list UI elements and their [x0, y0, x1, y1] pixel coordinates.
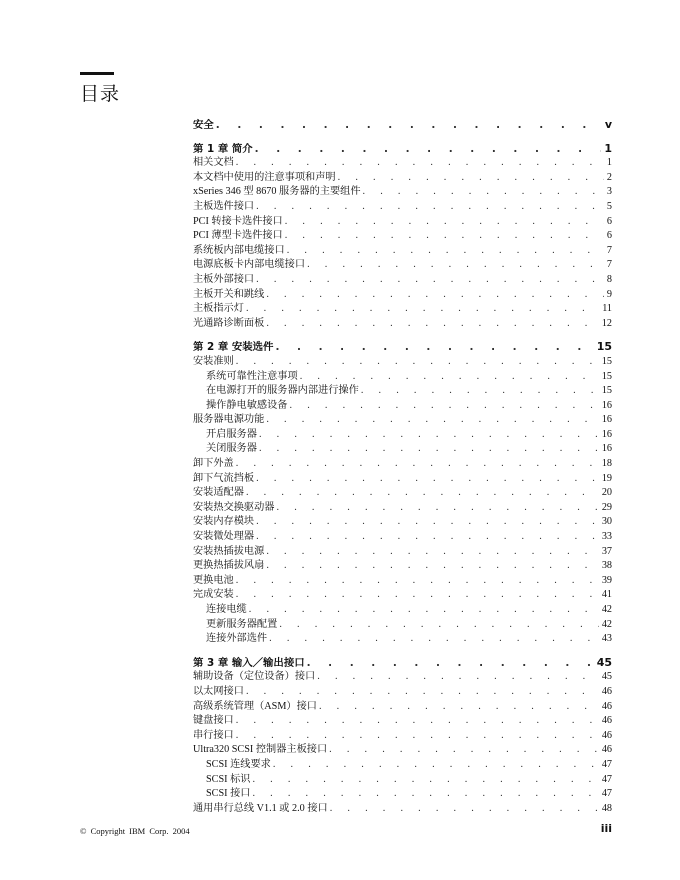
- toc-entry-page: 7: [606, 244, 612, 256]
- dot-leader: [275, 340, 593, 355]
- toc-entry-label: 在电源打开的服务器内部进行操作: [206, 385, 359, 397]
- toc-entry-label: 卸下气流挡板: [193, 472, 255, 484]
- toc-entry[interactable]: [193, 399, 612, 414]
- toc-entry[interactable]: [193, 486, 612, 501]
- toc-entry-label: 操作静电敏感设备: [206, 399, 288, 411]
- toc-entry-page: 15: [601, 385, 612, 397]
- toc-entry[interactable]: [193, 215, 612, 230]
- toc-entry-page: 12: [601, 317, 612, 329]
- toc-entry-page: 20: [601, 487, 612, 499]
- toc-entry-label: PCI 转接卡选件接口: [193, 215, 283, 227]
- toc-entry-label: 以太网接口: [193, 685, 244, 697]
- toc-entry-page: 46: [601, 729, 612, 741]
- toc-entry-label: SCSI 接口: [206, 788, 251, 800]
- toc-group: [193, 142, 612, 332]
- toc-entry-page: 6: [606, 230, 612, 242]
- dot-leader: [317, 670, 599, 685]
- toc-entry[interactable]: [193, 515, 612, 530]
- toc-entry-label: 安装热插拔电源: [193, 545, 265, 557]
- toc-entry[interactable]: [193, 618, 612, 633]
- toc-entry-label: 服务器电源功能: [193, 414, 265, 426]
- dot-leader: [266, 317, 599, 332]
- toc-entry[interactable]: [193, 588, 612, 603]
- toc-entry[interactable]: [193, 530, 612, 545]
- toc-entry-page: 46: [601, 715, 612, 727]
- dot-leader: [307, 258, 604, 273]
- toc-entry[interactable]: [193, 787, 612, 802]
- toc-entry-label: 第 1 章 简介: [193, 142, 253, 155]
- toc-entry-label: 辅助设备（定位设备）接口: [193, 671, 316, 683]
- dot-leader: [256, 273, 604, 288]
- toc-entry-label: 主板指示灯: [193, 303, 244, 315]
- toc-entry-page: 15: [596, 340, 612, 354]
- dot-leader: [236, 588, 599, 603]
- toc-entry-label: 连接电缆: [206, 604, 247, 615]
- dot-leader: [363, 185, 604, 200]
- toc-entry[interactable]: [193, 670, 612, 685]
- toc-entry[interactable]: [193, 501, 612, 516]
- toc-chapter-entry[interactable]: [193, 340, 612, 355]
- title-rule: [80, 72, 114, 75]
- toc-entry-label: 第 3 章 输入／输出接口: [193, 656, 305, 669]
- dot-leader: [319, 700, 599, 715]
- toc-entry[interactable]: [193, 545, 612, 560]
- toc-entry-page: 42: [601, 618, 612, 630]
- toc-entry-label: 安装热交换驱动器: [193, 501, 275, 513]
- toc-entry[interactable]: [193, 714, 612, 729]
- dot-leader: [252, 787, 598, 802]
- toc-entry-page: 8: [606, 273, 612, 285]
- toc-entry-page: 9: [606, 288, 612, 300]
- toc-entry[interactable]: [193, 574, 612, 589]
- toc-group: [193, 118, 612, 133]
- toc-entry[interactable]: [193, 200, 612, 215]
- toc-entry-page: 39: [601, 574, 612, 586]
- toc-entry[interactable]: [193, 603, 612, 618]
- toc-entry[interactable]: [193, 773, 612, 788]
- dot-leader: [277, 501, 599, 516]
- dot-leader: [236, 355, 599, 370]
- dot-leader: [236, 574, 599, 589]
- toc-entry[interactable]: [193, 729, 612, 744]
- dot-leader: [236, 457, 599, 472]
- toc-entry-page: 5: [606, 200, 612, 212]
- dot-leader: [266, 559, 599, 574]
- toc-chapter-entry[interactable]: [193, 656, 612, 671]
- toc-entry-label: 开启服务器: [206, 428, 257, 440]
- toc-chapter-entry[interactable]: [193, 118, 612, 133]
- toc-entry[interactable]: [193, 428, 612, 443]
- dot-leader: [246, 685, 599, 700]
- dot-leader: [246, 486, 599, 501]
- toc-entry-page: 16: [601, 428, 612, 440]
- toc-entry[interactable]: [193, 413, 612, 428]
- toc-entry[interactable]: [193, 273, 612, 288]
- toc-entry[interactable]: [193, 288, 612, 303]
- dot-leader: [287, 244, 604, 259]
- toc-entry[interactable]: [193, 156, 612, 171]
- toc-entry-label: SCSI 连线要求: [206, 758, 271, 770]
- table-of-contents: [193, 118, 612, 825]
- toc-entry[interactable]: [193, 802, 612, 817]
- toc-entry[interactable]: [193, 457, 612, 472]
- toc-entry-page: 2: [606, 171, 612, 183]
- toc-entry-label: 完成安装: [193, 589, 234, 601]
- toc-entry-label: 本文档中使用的注意事项和声明: [193, 171, 336, 183]
- dot-leader: [266, 288, 604, 303]
- toc-entry-label: 更新服务器配置: [206, 618, 278, 630]
- dot-leader: [266, 413, 599, 428]
- toc-entry[interactable]: [193, 632, 612, 647]
- toc-entry-label: PCI 薄型卡选件接口: [193, 230, 283, 242]
- toc-entry-label: 键盘接口: [193, 715, 234, 727]
- toc-entry-page: 15: [601, 370, 612, 382]
- toc-entry-page: 46: [601, 744, 612, 756]
- dot-leader: [255, 142, 602, 157]
- dot-leader: [329, 743, 599, 758]
- toc-entry-label: 更换热插拔风扇: [193, 560, 265, 572]
- toc-entry-page: 30: [601, 516, 612, 528]
- dot-leader: [252, 773, 598, 788]
- toc-entry-label: 相关文档: [193, 157, 234, 169]
- toc-entry-label: 安装适配器: [193, 487, 244, 499]
- copyright-notice: © Copyright IBM Corp. 2004: [80, 826, 190, 836]
- toc-entry-label: 安全: [193, 119, 214, 131]
- toc-entry[interactable]: [193, 743, 612, 758]
- toc-entry-label: 第 2 章 安装选件: [193, 341, 274, 354]
- dot-leader: [236, 156, 604, 171]
- toc-entry-page: 47: [601, 773, 612, 785]
- toc-entry-page: 47: [601, 758, 612, 770]
- dot-leader: [259, 428, 599, 443]
- toc-entry[interactable]: [193, 171, 612, 186]
- toc-entry-page: v: [604, 118, 612, 131]
- toc-entry-label: 关闭服务器: [206, 443, 257, 455]
- toc-entry-page: 47: [601, 788, 612, 800]
- dot-leader: [307, 656, 594, 671]
- dot-leader: [256, 200, 604, 215]
- toc-entry-label: 电源底板卡内部电缆接口: [193, 259, 306, 271]
- toc-chapter-entry[interactable]: [193, 142, 612, 157]
- dot-leader: [300, 370, 599, 385]
- toc-entry[interactable]: [193, 758, 612, 773]
- toc-entry-page: 41: [601, 589, 612, 601]
- dot-leader: [259, 442, 599, 457]
- toc-entry-page: 16: [601, 443, 612, 455]
- toc-entry-label: 主板选件接口: [193, 200, 255, 212]
- toc-entry-label: 主板开关和跳线: [193, 288, 265, 300]
- toc-entry-label: 卸下外盖: [193, 458, 234, 470]
- toc-entry[interactable]: [193, 185, 612, 200]
- toc-entry-page: 37: [601, 545, 612, 557]
- dot-leader: [285, 215, 604, 230]
- toc-entry-page: 16: [601, 399, 612, 411]
- toc-entry-label: 系统可靠性注意事项: [206, 370, 298, 382]
- toc-group: [193, 656, 612, 817]
- toc-entry-page: 1: [604, 141, 612, 155]
- toc-entry-page: 16: [601, 414, 612, 426]
- dot-leader: [269, 632, 599, 647]
- dot-leader: [361, 384, 599, 399]
- dot-leader: [330, 802, 599, 817]
- toc-entry-label: 主板外部接口: [193, 273, 255, 285]
- toc-entry-page: 11: [602, 303, 612, 315]
- dot-leader: [273, 758, 599, 773]
- toc-entry[interactable]: [193, 355, 612, 370]
- toc-entry[interactable]: [193, 302, 612, 317]
- toc-entry-page: 46: [601, 700, 612, 712]
- toc-entry-page: 45: [596, 655, 612, 669]
- toc-entry-page: 29: [601, 501, 612, 513]
- toc-entry[interactable]: [193, 258, 612, 273]
- dot-leader: [290, 399, 599, 414]
- toc-entry-page: 3: [606, 186, 612, 198]
- dot-leader: [216, 118, 602, 133]
- dot-leader: [256, 530, 599, 545]
- toc-entry-page: 43: [601, 633, 612, 645]
- dot-leader: [285, 229, 604, 244]
- toc-entry-label: xSeries 346 型 8670 服务器的主要组件: [193, 186, 361, 198]
- dot-leader: [256, 472, 599, 487]
- toc-entry-label: 光通路诊断面板: [193, 317, 265, 329]
- toc-entry[interactable]: [193, 472, 612, 487]
- toc-entry[interactable]: [193, 559, 612, 574]
- toc-entry[interactable]: [193, 384, 612, 399]
- dot-leader: [249, 603, 599, 618]
- dot-leader: [236, 714, 599, 729]
- toc-entry-page: 18: [601, 458, 612, 470]
- toc-entry-page: 19: [601, 472, 612, 484]
- toc-entry-page: 6: [606, 215, 612, 227]
- toc-group: [193, 340, 612, 646]
- toc-entry-label: SCSI 标识: [206, 773, 251, 785]
- toc-entry-label: 连接外部选件: [206, 633, 268, 645]
- toc-entry-page: 38: [601, 560, 612, 572]
- page-number: iii: [600, 822, 612, 835]
- dot-leader: [236, 729, 599, 744]
- dot-leader: [256, 515, 599, 530]
- toc-entry-label: 安装准则: [193, 355, 234, 367]
- toc-entry-label: 更换电池: [193, 574, 234, 586]
- toc-entry[interactable]: [193, 244, 612, 259]
- toc-entry-page: 42: [601, 604, 612, 615]
- dot-leader: [246, 302, 599, 317]
- toc-entry-page: 48: [601, 802, 612, 814]
- page-title: 目录: [80, 83, 121, 105]
- toc-entry-page: 33: [601, 531, 612, 543]
- toc-entry-page: 15: [601, 355, 612, 367]
- toc-entry-label: Ultra320 SCSI 控制器主板接口: [193, 744, 328, 756]
- toc-entry-label: 通用串行总线 V1.1 或 2.0 接口: [193, 802, 328, 814]
- toc-entry[interactable]: [193, 317, 612, 332]
- toc-entry-label: 高级系统管理（ASM）接口: [193, 700, 317, 712]
- dot-leader: [279, 618, 599, 633]
- toc-entry[interactable]: [193, 229, 612, 244]
- dot-leader: [338, 171, 604, 186]
- toc-entry-label: 系统板内部电缆接口: [193, 244, 285, 256]
- toc-entry-page: 46: [601, 685, 612, 697]
- toc-entry[interactable]: [193, 685, 612, 700]
- toc-entry[interactable]: [193, 442, 612, 457]
- toc-entry-page: 1: [606, 157, 612, 169]
- toc-entry[interactable]: [193, 370, 612, 385]
- toc-entry-label: 安装内存模块: [193, 516, 255, 528]
- toc-entry-label: 串行接口: [193, 729, 234, 741]
- toc-entry-page: 45: [601, 671, 612, 683]
- toc-entry[interactable]: [193, 700, 612, 715]
- toc-entry-page: 7: [606, 259, 612, 271]
- toc-entry-label: 安装微处理器: [193, 531, 255, 543]
- dot-leader: [266, 545, 599, 560]
